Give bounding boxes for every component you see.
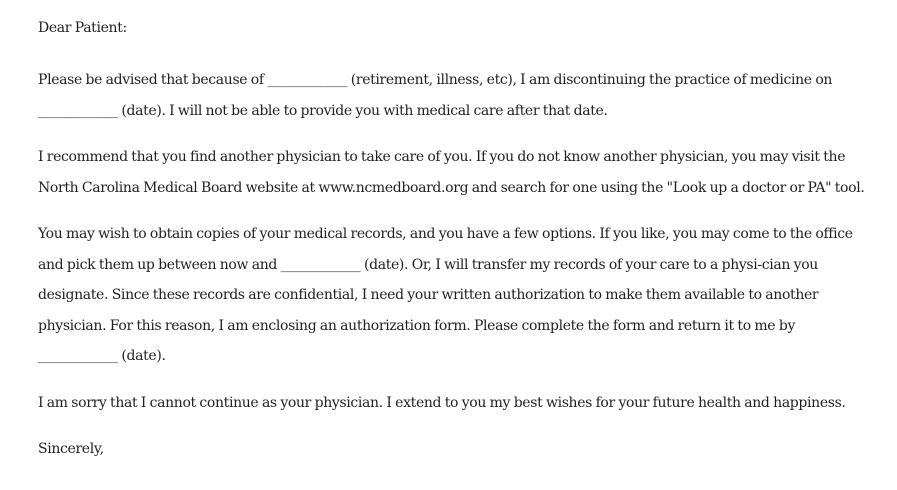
paragraph-records-text-c: (date).	[117, 348, 166, 364]
paragraph-records-text-b: (date). Or, I will transfer my records of your care to a physi-cian you designate. Since these records are confidential, I need your written authorization to make them available to another physician. For this reason, I am enclosing an authorization form. Please complete the form and return it to me by	[38, 256, 819, 334]
paragraph-recommendation: I recommend that you find another physician to take care of you. If you do not know another physician, you may visit the North Carolina Medical Board website at www.ncmedboard.org and search for one using the "Look up a doctor or PA" tool.	[38, 149, 865, 196]
blank-date-pickup: ____________	[280, 256, 361, 273]
closing: Sincerely,	[38, 441, 104, 457]
blank-date-return: ____________	[38, 348, 118, 364]
paragraph-discontinuation-text-c: (date). I will not be able to provide you with medical care after that date.	[117, 102, 608, 119]
salutation: Dear Patient:	[38, 20, 127, 36]
paragraph-discontinuation	[38, 65, 868, 126]
paragraph-discontinuation-text-a: Please be advised that because of	[38, 72, 268, 88]
blank-date-discontinue: ____________	[38, 102, 118, 119]
paragraph-farewell: I am sorry that I cannot continue as your physician. I extend to you my best wishes for your future health and happiness.	[38, 394, 846, 411]
paragraph-records-text-a: You may wish to obtain copies of your medical records, and you have a few options. If you like, you may come to the office and pick them up between now and	[38, 226, 853, 273]
paragraph-records	[38, 219, 868, 372]
paragraph-discontinuation-text-b: (retirement, illness, etc), I am discontinuing the practice of medicine on	[347, 72, 833, 88]
blank-reason: ____________	[267, 72, 348, 88]
letter-body	[38, 17, 868, 465]
